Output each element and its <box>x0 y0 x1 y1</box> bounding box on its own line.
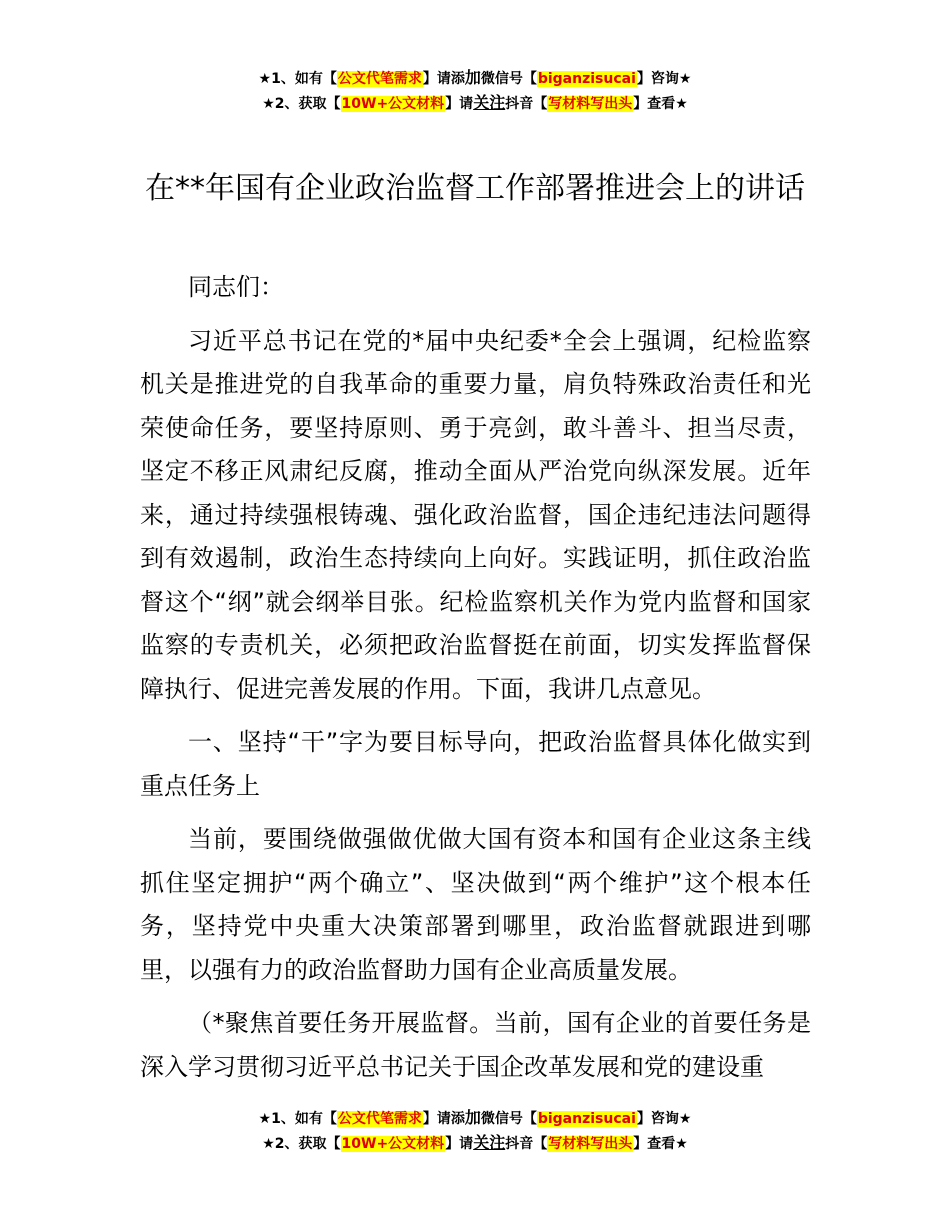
salutation: 同志们： <box>188 273 284 301</box>
highlight-text: biganzisucai <box>537 1111 636 1127</box>
banner-text: 】查看★ <box>633 1136 688 1152</box>
highlight-text: 写材料写出头 <box>548 96 633 112</box>
banner-text: 微信号【 <box>480 1111 537 1127</box>
highlight-text: 写材料写出头 <box>548 1136 633 1152</box>
header-banner <box>0 66 950 116</box>
banner-text: 】咨询★ <box>636 71 692 87</box>
banner-text: 抖音【 <box>505 1136 548 1152</box>
highlight-text: 10W+公文材料 <box>341 96 445 112</box>
banner-text: 】请添 <box>422 1111 465 1127</box>
paragraph: 当前，要围绕做强做优做大国有资本和国有企业这条主线抓住坚定拥护“两个确立”、坚决做到“两个维护”这个根本任务，坚持党中央重大决策部署到哪里，政治监督就跟进到哪里，以强有力的政治监督助力国有企业高质量发展。 <box>140 825 811 984</box>
banner-line-1 <box>0 1106 950 1131</box>
banner-text: ★1、如有【 <box>258 1111 337 1127</box>
footer-banner <box>0 1106 950 1156</box>
highlight-text: 公文代笔需求 <box>337 71 422 87</box>
document-title: 在**年国有企业政治监督工作部署推进会上的讲话 <box>145 171 805 206</box>
banner-text: 加 <box>464 68 481 87</box>
banner-text: 】请 <box>445 96 474 112</box>
highlight-text: 10W+公文材料 <box>341 1136 445 1152</box>
banner-text: 关注 <box>473 1133 506 1152</box>
banner-text: 】请 <box>445 1136 474 1152</box>
banner-text: ★2、获取【 <box>262 1136 341 1152</box>
banner-line-2 <box>0 91 950 116</box>
highlight-text: 公文代笔需求 <box>337 1111 422 1127</box>
banner-text: 关注 <box>473 93 506 112</box>
banner-text: ★1、如有【 <box>258 71 337 87</box>
banner-line-2 <box>0 1131 950 1156</box>
banner-text: ★2、获取【 <box>262 96 341 112</box>
banner-line-1 <box>0 66 950 91</box>
banner-text: 】请添 <box>422 71 465 87</box>
banner-text: 微信号【 <box>480 71 537 87</box>
banner-text: 】查看★ <box>633 96 688 112</box>
section-heading: 一、坚持“干”字为要目标导向，把政治监督具体化做实到重点任务上 <box>140 728 811 800</box>
banner-text: 抖音【 <box>505 96 548 112</box>
highlight-text: biganzisucai <box>537 71 636 87</box>
banner-text: 加 <box>464 1108 481 1127</box>
paragraph: （*聚焦首要任务开展监督。当前，国有企业的首要任务是深入学习贯彻习近平总书记关于国企改革发展和党的建设重 <box>140 1009 811 1081</box>
banner-text: 】咨询★ <box>636 1111 692 1127</box>
document-body <box>140 266 811 1099</box>
paragraph: 习近平总书记在党的*届中央纪委*全会上强调，纪检监察机关是推进党的自我革命的重要力量，肩负特殊政治责任和光荣使命任务，要坚持原则、勇于亮剑，敢斗善斗、担当尽责，坚定不移正风肃纪反腐，推动全面从严治党向纵深发展。近年来，通过持续强根铸魂、强化政治监督，国企违纪违法问题得到有效遏制，政治生态持续向上向好。实践证明，抓住政治监督这个“纲”就会纲举目张。纪检监察机关作为党内监督和国家监察的专责机关，必须把政治监督挺在前面，切实发挥监督保障执行、促进完善发展的作用。下面，我讲几点意见。 <box>140 326 811 703</box>
